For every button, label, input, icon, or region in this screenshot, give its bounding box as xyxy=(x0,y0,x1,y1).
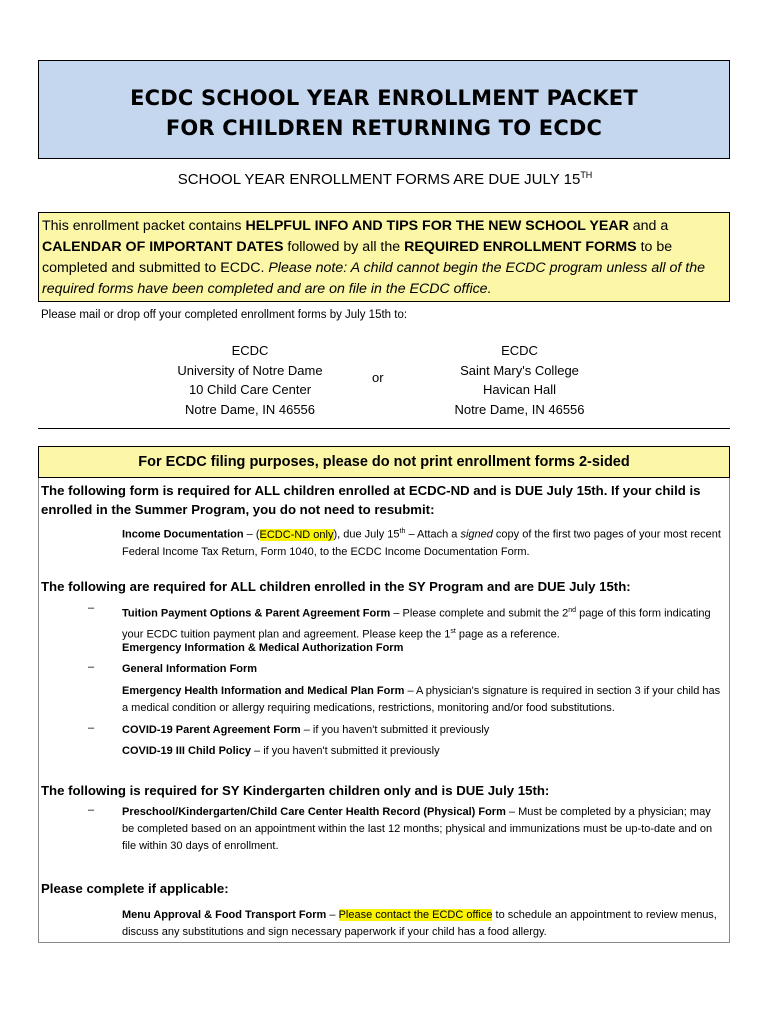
title-line-1: ECDC SCHOOL YEAR ENROLLMENT PACKET xyxy=(130,86,638,110)
section-sy-program-heading: The following are required for ALL children enrolled in the SY Program and are DUE July 15th: xyxy=(41,579,631,594)
bullet-dash: – xyxy=(88,661,95,673)
bullet-dash: – xyxy=(88,804,95,816)
item-tuition-payment: Tuition Payment Options & Parent Agreement Form – Please complete and submit the 2nd page of this form indicating your ECDC tuition payment plan and agreement. Please keep the 1st page as a reference. xyxy=(122,607,711,641)
address-saint-marys: ECDC Saint Mary's College Havican Hall Notre Dame, IN 46556 xyxy=(454,343,585,417)
mail-instructions: Please mail or drop off your completed enrollment forms by July 15th to: xyxy=(41,309,408,321)
item-emergency-information: Emergency Information & Medical Authorization Form xyxy=(122,642,404,654)
intro-note: Please note: A child cannot begin the ECDC program unless all of the required forms have been completed and are on file in the ECDC office. xyxy=(42,260,705,297)
bullet-dash: – xyxy=(88,722,95,734)
item-covid-child-policy: COVID-19 III Child Policy – if you haven't submitted it previously xyxy=(122,745,440,757)
divider xyxy=(38,428,730,429)
section-optional-heading: Please complete if applicable: xyxy=(41,881,229,896)
item-health-record: Preschool/Kindergarten/Child Care Center Health Record (Physical) Form – Must be completed by a physician; may be completed based on an appointment within the last 12 months; physical and immunizations must be up-to-date and on file within 30 days of enrollment. xyxy=(122,806,713,852)
section-all-nd-heading: The following form is required for ALL children enrolled at ECDC-ND and is DUE July 15th. If your child is enrolled in the Summer Program, you do not need to resubmit: xyxy=(41,483,701,517)
item-income-documentation: Income Documentation – (ECDC-ND only), due July 15th – Attach a signed copy of the first two pages of your most recent Federal Income Tax Return, Form 1040, to the ECDC Income Documentation Form. xyxy=(122,528,721,558)
title-line-2: FOR CHILDREN RETURNING TO ECDC xyxy=(165,116,603,140)
or-label: or xyxy=(372,370,384,385)
section-kindergarten-heading: The following is required for SY Kindergarten children only and is DUE July 15th: xyxy=(41,783,550,798)
item-menu-approval: Menu Approval & Food Transport Form – Please contact the ECDC office to schedule an appointment to review menus, discuss any substitutions and sign necessary paperwork if your child has a food allergy. xyxy=(122,909,717,938)
bullet-dash: – xyxy=(88,602,95,614)
title-banner xyxy=(38,60,730,159)
intro-box: This enrollment packet contains HELPFUL INFO AND TIPS FOR THE NEW SCHOOL YEAR and a CALENDAR OF IMPORTANT DATES followed by all the REQUIRED ENROLLMENT FORMS to be completed and submitted to ECDC. Please note: A child cannot begin the ECDC program unless all of the required forms have been completed and are on file in the ECDC office. xyxy=(38,212,730,302)
item-covid-parent-agreement: COVID-19 Parent Agreement Form – if you haven't submitted it previously xyxy=(122,724,490,736)
address-notre-dame: ECDC University of Notre Dame 10 Child Care Center Notre Dame, IN 46556 xyxy=(177,343,323,417)
item-general-information: General Information Form xyxy=(122,663,258,675)
due-date-notice: SCHOOL YEAR ENROLLMENT FORMS ARE DUE JULY 15TH xyxy=(177,170,593,188)
item-emergency-health: Emergency Health Information and Medical Plan Form – A physician's signature is required in section 3 if your child has a medical condition or allergy requiring medications, restrictions, monitoring and/or food substitutions. xyxy=(122,685,721,714)
filing-heading: For ECDC filing purposes, please do not print enrollment forms 2-sided xyxy=(38,446,730,478)
